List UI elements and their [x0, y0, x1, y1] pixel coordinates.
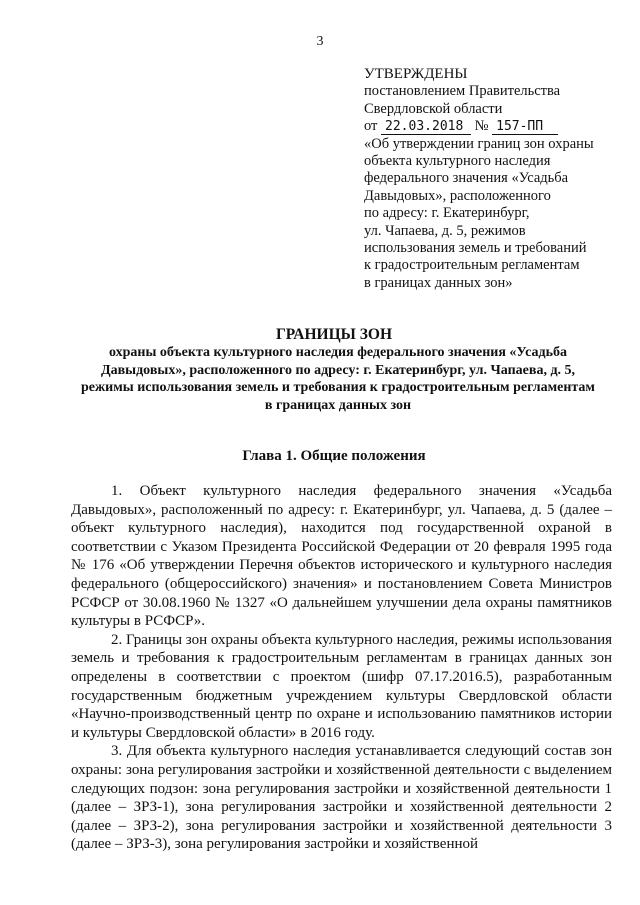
- page-number: 3: [316, 34, 324, 49]
- approval-line: постановлением Правительства: [364, 83, 561, 100]
- approval-title-line: по адресу: г. Екатеринбург,: [364, 205, 530, 222]
- approval-title-line: федерального значения «Усадьба: [364, 170, 569, 187]
- approval-heading: УТВЕРЖДЕНЫ: [364, 66, 468, 82]
- approval-title-line: ул. Чапаева, д. 5, режимов: [364, 222, 526, 239]
- handwritten-number: 157-ПП: [492, 119, 558, 135]
- paragraph-2: 2. Границы зон охраны объекта культурного наследия, режимы использования земель и требования к градостроительным регламентам в границах данных зон определены в соответствии с проектом (шифр 07.17.2016.5), разработанным государственным бюджетным учреждением культуры Свердловской области «Научно-производственный центр по охране и использованию памятников истории и культуры Свердловской области» в 2016 году.: [71, 631, 612, 741]
- approval-title-line: использования земель и требований: [364, 240, 587, 257]
- document-subtitle: [64, 344, 612, 414]
- chapter-heading: Глава 1. Общие положения: [242, 448, 426, 464]
- approval-date-line: [364, 118, 614, 135]
- approval-block: [364, 66, 614, 292]
- approval-title-line: Давыдовых», расположенного: [364, 187, 551, 204]
- paragraph-3: 3. Для объекта культурного наследия устанавливается следующий состав зон охраны: зона регулирования застройки и хозяйственной деятельности с выделением следующих подзон: зона регулирования застройки и хозяйственной деятельности 1 (далее – ЗРЗ-1), зона регулирования застройки и хозяйственной деятельности 2 (далее – ЗРЗ-2), зона регулирования застройки и хозяйственной деятельности 3 (далее – ЗРЗ-3), зона регулирования застройки и хозяйственной: [71, 743, 612, 853]
- number-prefix: №: [474, 118, 489, 135]
- approval-title-line: к градостроительным регламентам: [364, 257, 580, 274]
- approval-title-line: в границах данных зон»: [364, 274, 513, 291]
- date-prefix: от: [364, 118, 378, 135]
- subtitle-line: в границах данных зон: [264, 397, 412, 413]
- paragraph-1: 1. Объект культурного наследия федерального значения «Усадьба Давыдовых», расположенный по адресу: г. Екатеринбург, ул. Чапаева, д. 5 (далее – объект культурного наследия), находится под государственной охраной в соответствии с Указом Президента Российской Федерации от 20 февраля 1995 года № 176 «Об утверждении Перечня объектов исторического и культурного наследия федерального (общероссийского) значения» и постановлением Совета Министров РСФСР от 30.08.1960 № 1327 «О дальнейшем улучшении дела охраны памятников культуры в РСФСР».: [71, 483, 612, 630]
- subtitle-line: Давыдовых», расположенного по адресу: г. Екатеринбург, ул. Чапаева, д. 5,: [100, 362, 576, 378]
- handwritten-date: 22.03.2018: [381, 119, 471, 135]
- document-title: ГРАНИЦЫ ЗОН: [275, 326, 393, 343]
- approval-title-line: «Об утверждении границ зон охраны: [364, 135, 594, 152]
- subtitle-line: охраны объекта культурного наследия федерального значения «Усадьба: [108, 345, 568, 360]
- approval-line: Свердловской области: [364, 100, 503, 117]
- document-body: [71, 482, 612, 854]
- approval-title-line: объекта культурного наследия: [364, 153, 551, 170]
- subtitle-line: режимы использования земель и требования к градостроительным регламентам: [81, 380, 595, 395]
